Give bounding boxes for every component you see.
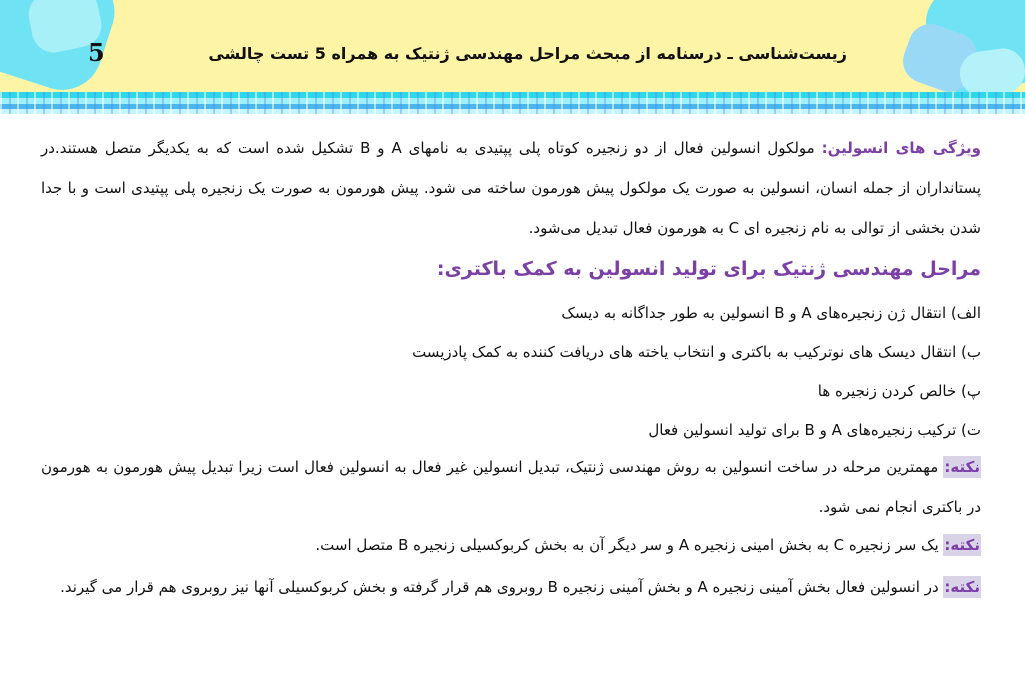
intro-keyword: ویژگی های انسولین: xyxy=(821,139,981,157)
step-item: الف) انتقال ژن زنجیره‌های A و B انسولین به طور جداگانه به دیسک xyxy=(561,304,981,322)
note-paragraph xyxy=(41,447,981,527)
note-text: یک سر زنجیره C به بخش امینی زنجیره A و سر دیگر آن به بخش کربوکسیلی زنجیره B متصل است. xyxy=(315,536,944,554)
note-label: نکته: xyxy=(944,536,980,554)
step-item: ت) ترکیب زنجیره‌های A و B برای تولید انسولین فعال xyxy=(648,421,981,439)
note-label: نکته: xyxy=(944,578,980,596)
page-number: 5 xyxy=(88,38,105,67)
page-header xyxy=(0,0,1025,96)
page-title: زیست‌شناسی ـ درسنامه از مبحث مراحل مهندسی ژنتیک به همراه 5 تست چالشی xyxy=(208,44,847,63)
note-paragraph xyxy=(41,567,981,607)
intro-text: مولکول انسولین فعال از دو زنجیره کوتاه پلی پپتیدی به نامهای A و B تشکیل شده است که به یکدیگر متصل هستند.در پستانداران از جمله انسان، انسولین به صورت یک مولکول پیش هورمون ساخته می شود. پیش هورمون به صورت یک زنجیره پلی پپتیدی است و با جدا شدن بخشی از توالی به نام زنجیره ای C به هورمون فعال تبدیل می‌شود. xyxy=(41,139,981,237)
note-label: نکته: xyxy=(944,458,980,476)
note-text: مهمترین مرحله در ساخت انسولین به روش مهندسی ژنتیک، تبدیل انسولین غیر فعال به انسولین فعال است زیرا تبدیل پیش هورمون به هورمون در باکتری انجام نمی شود. xyxy=(41,458,981,516)
intro-paragraph xyxy=(41,128,981,248)
step-item: ب) انتقال دیسک های نوترکیب به باکتری و انتخاب یاخته های دریافت کننده به کمک پادزیست xyxy=(412,343,981,361)
note-text: در انسولین فعال بخش آمینی زنجیره A و بخش آمینی زنجیره B روبروی هم قرار گرفته و بخش کربوکسیلی آنها نیز روبروی هم قرار می گیرند. xyxy=(60,578,944,596)
note-paragraph xyxy=(41,525,981,565)
header-stripe xyxy=(0,92,1025,114)
section-heading: مراحل مهندسی ژنتیک برای تولید انسولین به کمک باکتری: xyxy=(436,258,981,280)
step-item: پ) خالص کردن زنجیره ها xyxy=(817,382,981,400)
